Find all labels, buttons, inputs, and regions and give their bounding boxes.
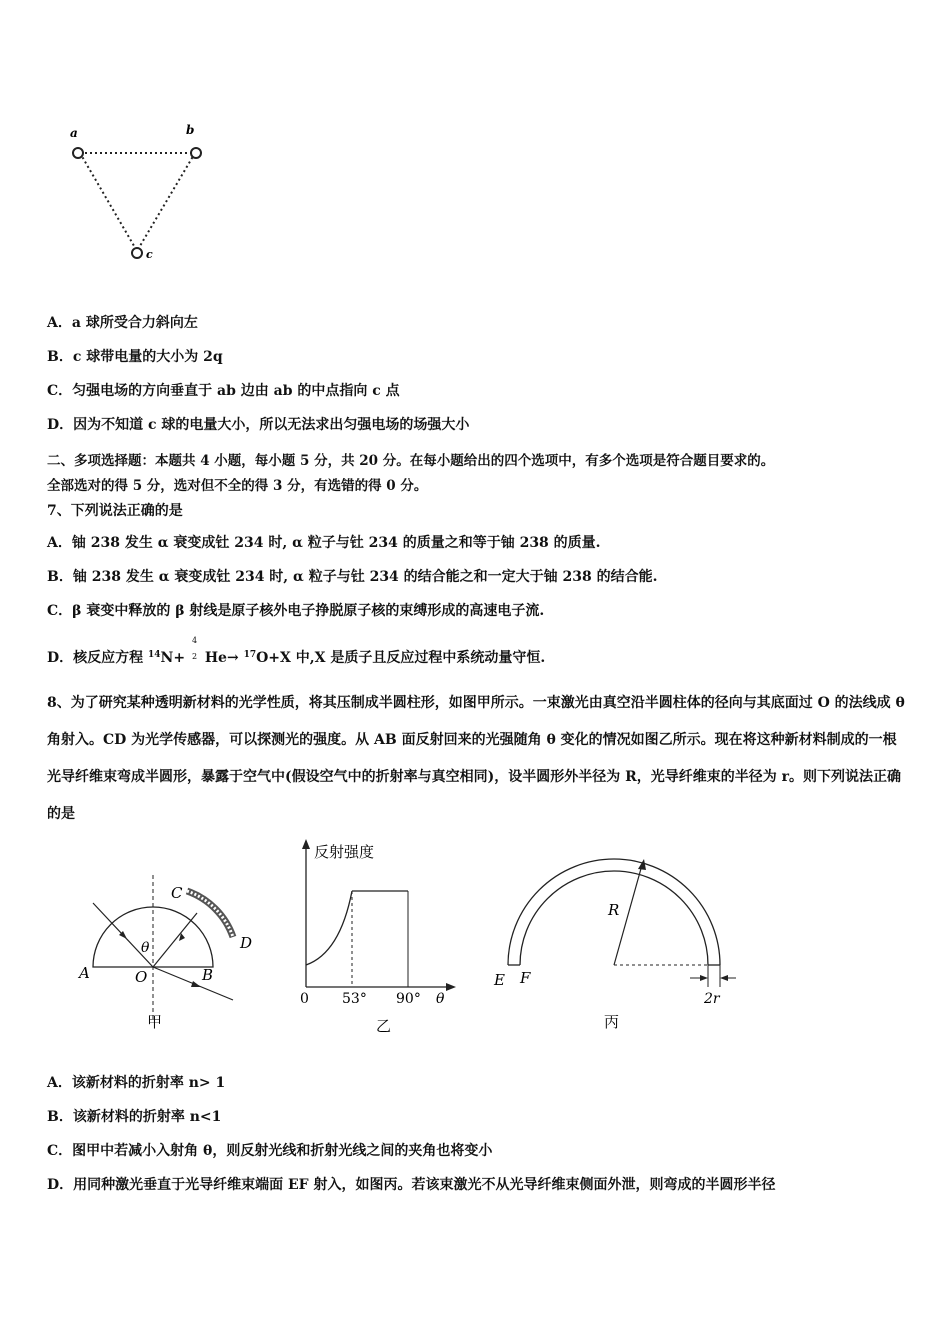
ball-b bbox=[191, 148, 201, 158]
q8-option-a: A．该新材料的折射率 n> 1 bbox=[47, 1075, 226, 1091]
q8-option-b: B．该新材料的折射率 n<1 bbox=[47, 1109, 222, 1125]
q7-option-d: D．核反应方程 $^{14}$N+ 4 2 He→ $^{17}$O+X 中,X 是质子且反应过程中系统动量守恒. bbox=[47, 636, 546, 666]
sensor-cd bbox=[187, 891, 233, 937]
q7-option-a: A．铀 238 发生 α 衰变成钍 234 时, α 粒子与钍 234 的质量之和等于铀 238 的质量. bbox=[47, 535, 601, 551]
caption-jia: 甲 bbox=[147, 1013, 163, 1031]
label-C: C bbox=[171, 884, 183, 902]
section2-line2: 全部选对的得 5 分，选对但不全的得 3 分，有选错的得 0 分。 bbox=[47, 478, 428, 494]
section2-line1: 二、多项选择题：本题共 4 小题，每小题 5 分，共 20 分。在每小题给出的四个选项中，有多个选项是符合题目要求的。 bbox=[47, 453, 775, 469]
label-R: R bbox=[608, 901, 620, 919]
label-E: E bbox=[494, 971, 505, 989]
side-ac bbox=[80, 153, 137, 251]
label-theta: θ bbox=[141, 940, 150, 956]
refracted-arrow bbox=[191, 981, 201, 987]
figure-bing bbox=[490, 835, 750, 1035]
q8-stem: 8、为了研究某种透明新材料的光学性质，将其压制成半圆柱形，如图甲所示。一束激光由真空沿半圆柱体的径向与其底面过 O 的法线成 θ 角射入。CD 为光学传感器，可以探测光的强度。从 AB 面反射回来的光强随角 θ 变化的情况如图乙所示。现在将这种新材料制成的一根光导纤维束弯成半圆形，暴露于空气中(假设空气中的折射率与真空相同)，设半圆形外半径为 R，光导纤维束的半径为 r。则下列说法正确的是 bbox=[47, 695, 905, 822]
q8-option-d: D．用同种激光垂直于光导纤维束端面 EF 射入，如图丙。若该束激光不从光导纤维束侧面外泄，则弯成的半圆形半径 bbox=[47, 1177, 776, 1193]
label-F: F bbox=[520, 969, 531, 987]
label-D: D bbox=[240, 934, 253, 952]
q7-stem: 7、下列说法正确的是 bbox=[47, 503, 183, 519]
y-axis-label: 反射强度 bbox=[314, 843, 375, 861]
q6-option-c: C．匀强电场的方向垂直于 ab 边由 ab 的中点指向 c 点 bbox=[47, 383, 400, 399]
reflected-ray bbox=[153, 913, 197, 967]
caption-yi: 乙 bbox=[376, 1017, 392, 1035]
label-2r: 2r bbox=[704, 991, 720, 1007]
intensity-curve bbox=[306, 891, 352, 965]
q6-option-a: A．a 球所受合力斜向左 bbox=[47, 315, 198, 331]
q6-option-b: B．c 球带电量的大小为 2q bbox=[47, 349, 223, 365]
label-A: A bbox=[79, 964, 90, 982]
label-B: B bbox=[202, 966, 214, 984]
ball-c bbox=[132, 248, 142, 258]
label-c: c bbox=[146, 248, 153, 261]
label-O: O bbox=[135, 968, 148, 986]
q8-option-c: C．图甲中若减小入射角 θ，则反射光线和折射光线之间的夹角也将变小 bbox=[47, 1143, 493, 1159]
q7-option-b: B．铀 238 发生 α 衰变成钍 234 时, α 粒子与钍 234 的结合能之和一定大于铀 238 的结合能. bbox=[47, 569, 658, 585]
figure-yi bbox=[290, 835, 470, 1035]
ball-a bbox=[73, 148, 83, 158]
label-a: a bbox=[70, 126, 78, 140]
charge-triangle-figure bbox=[60, 118, 230, 268]
origin-label: 0 bbox=[300, 991, 309, 1007]
x-axis-label: θ bbox=[436, 991, 445, 1007]
caption-bing: 丙 bbox=[604, 1013, 620, 1031]
tick-90: 90° bbox=[396, 991, 421, 1007]
tick-53: 53° bbox=[342, 991, 367, 1007]
figure-jia bbox=[75, 845, 275, 1035]
label-b: b bbox=[186, 123, 195, 137]
q6-option-d: D．因为不知道 c 球的电量大小，所以无法求出匀强电场的场强大小 bbox=[47, 417, 470, 433]
side-bc bbox=[137, 153, 195, 251]
q7-option-c: C．β 衰变中释放的 β 射线是原子核外电子挣脱原子核的束缚形成的高速电子流. bbox=[47, 603, 545, 619]
